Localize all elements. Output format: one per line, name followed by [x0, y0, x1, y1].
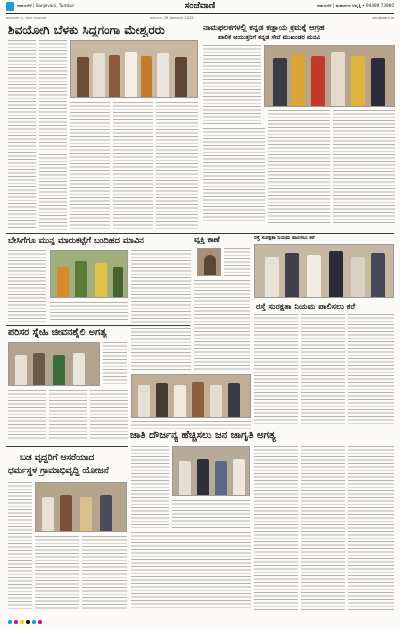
- article-text-col: [49, 390, 87, 440]
- subline-web: sanjevani.in: [372, 16, 394, 20]
- headline-right-kicker: ರಸ್ತೆ ಸುರಕ್ಷತಾ ನಿಯಮ ಪಾಲಿಸಲು ಕರೆ: [254, 236, 315, 241]
- article-text-col: [268, 110, 330, 223]
- headline-shivayogi: ಶಿವಯೋಗಿ ಬೆಳಕು ಸಿದ್ದಗಂಗಾ ಮೇಶ್ವರರು: [8, 24, 165, 37]
- article-text-col: [254, 314, 298, 426]
- top-right-meta: ದಾವಣಗೆರೆ | ಮಹಾನಗರ ಆವೃತ್ತಿ • 94499 73960: [316, 3, 394, 8]
- news-photo-road-safety: [254, 244, 394, 298]
- reg-mark: [20, 620, 24, 624]
- reg-mark: [8, 620, 12, 624]
- article-text-col: [333, 110, 395, 223]
- article-text-col: [348, 446, 394, 611]
- article-text-col: [348, 314, 394, 426]
- headline-dharmasthala-2: ಧರ್ಮಸ್ಥಳ ಗ್ರಾಮಾಭಿವೃದ್ಧಿ ಯೋಜನೆ: [8, 467, 109, 476]
- reg-mark: [26, 620, 30, 624]
- masthead-title: ಸಂಜೆವಾಣಿ: [184, 1, 216, 11]
- news-photo-memorandum: [264, 45, 395, 107]
- reg-mark: [38, 620, 42, 624]
- article-text-col: [70, 102, 110, 230]
- article-text-col: [131, 446, 169, 528]
- headline-mango: ಬೇಸಿಗೆಗೂ ಮುನ್ನ ಮಾರುಕಟ್ಟೆಗೆ ಬಂದಿಹದ ಮಾವಿನ: [8, 236, 144, 245]
- article-text-col: [301, 314, 345, 426]
- section-rule: [6, 325, 190, 326]
- subline-left: ತುಮಕೂರು ಜ. ಕಛೇರಿ ಮಹಾನಗರ: [6, 16, 47, 20]
- article-text-col: [254, 446, 298, 611]
- headline-kannada-boards: ನಾಮಫಲಕಗಳಲ್ಲಿ ಕನ್ನಡ ಕಡ್ಡಾಯ ಕ್ರಮಕ್ಕೆ ಆಗ್ರಹ: [203, 24, 325, 32]
- news-photo-elderly-help: [35, 482, 127, 532]
- news-photo-mango-market: [50, 250, 128, 298]
- article-text-col: [224, 248, 250, 276]
- section-rule: [6, 233, 394, 234]
- news-photo-environment: [8, 342, 100, 386]
- article-text-col: [90, 390, 128, 440]
- article-text-col: [8, 250, 46, 322]
- article-text-col: [103, 342, 127, 386]
- headline-dharmasthala-1: ಬಡ ವೃದ್ಧರಿಗೆ ಆಸರೆಯಾದ: [20, 454, 95, 463]
- news-photo-event: [70, 40, 198, 98]
- article-text-col: [203, 45, 261, 125]
- news-photo-meeting: [172, 446, 250, 496]
- article-text-col: [82, 536, 127, 610]
- article-text-col: [131, 532, 251, 610]
- section-rule: [6, 446, 128, 447]
- headline-road-safety: ರಸ್ತೆ ಸುರಕ್ಷತಾ ನಿಯಮ ಪಾಲಿಸಲು ಕರೆ: [256, 302, 356, 311]
- top-left-meta: ದಾವಣಗೆರೆ | Sanjevani, Tumkur: [17, 3, 75, 8]
- headline-caste-atrocity: ಜಾತಿ ದೌರ್ಜನ್ಯ ಹೆಚ್ಚಿಸಲು ಜನ ಜಾಗೃತಿ ಅಗತ್ಯ: [130, 431, 276, 441]
- article-text-col: [50, 302, 128, 322]
- reg-mark: [14, 620, 18, 624]
- headline-eco-lifestyle: ಪರಿಸರ ಸ್ನೇಹಿ ಜೀವನಶೈಲಿ ಅಗತ್ಯ: [8, 328, 107, 338]
- reg-mark: [32, 620, 36, 624]
- news-photo-caste-awareness: [131, 374, 251, 418]
- headline-missing-person: ವ್ಯಕ್ತಿ ಕಾಣೆ: [194, 236, 220, 244]
- article-text-col: [131, 250, 191, 370]
- color-registration-marks: [8, 620, 42, 624]
- sub-bar: [0, 14, 400, 22]
- article-text-col: [39, 40, 67, 150]
- article-text-col: [203, 128, 265, 223]
- article-text-col: [8, 482, 32, 610]
- article-text-col: [194, 280, 250, 370]
- caption-lines: [131, 421, 251, 429]
- article-text-col: [8, 40, 36, 230]
- article-text-col: [35, 536, 79, 610]
- subheadline-kannada-sene: ಪಾಲಿಕೆ ಆಯುಕ್ತರಿಗೆ ಕನ್ನಡ ಸೇನೆ ಮುಖಂಡರ ಮನವಿ: [218, 35, 321, 41]
- article-text-col: [172, 500, 250, 528]
- article-text-col: [301, 446, 345, 611]
- subline-date: ಗುರುವಾರ, 16 January 2025: [150, 16, 194, 20]
- article-text-col: [113, 102, 153, 230]
- missing-person-photo: [197, 248, 221, 276]
- article-text-col: [156, 102, 198, 230]
- article-text-col: [39, 154, 67, 230]
- article-text-col: [8, 390, 46, 440]
- footer: [0, 614, 400, 629]
